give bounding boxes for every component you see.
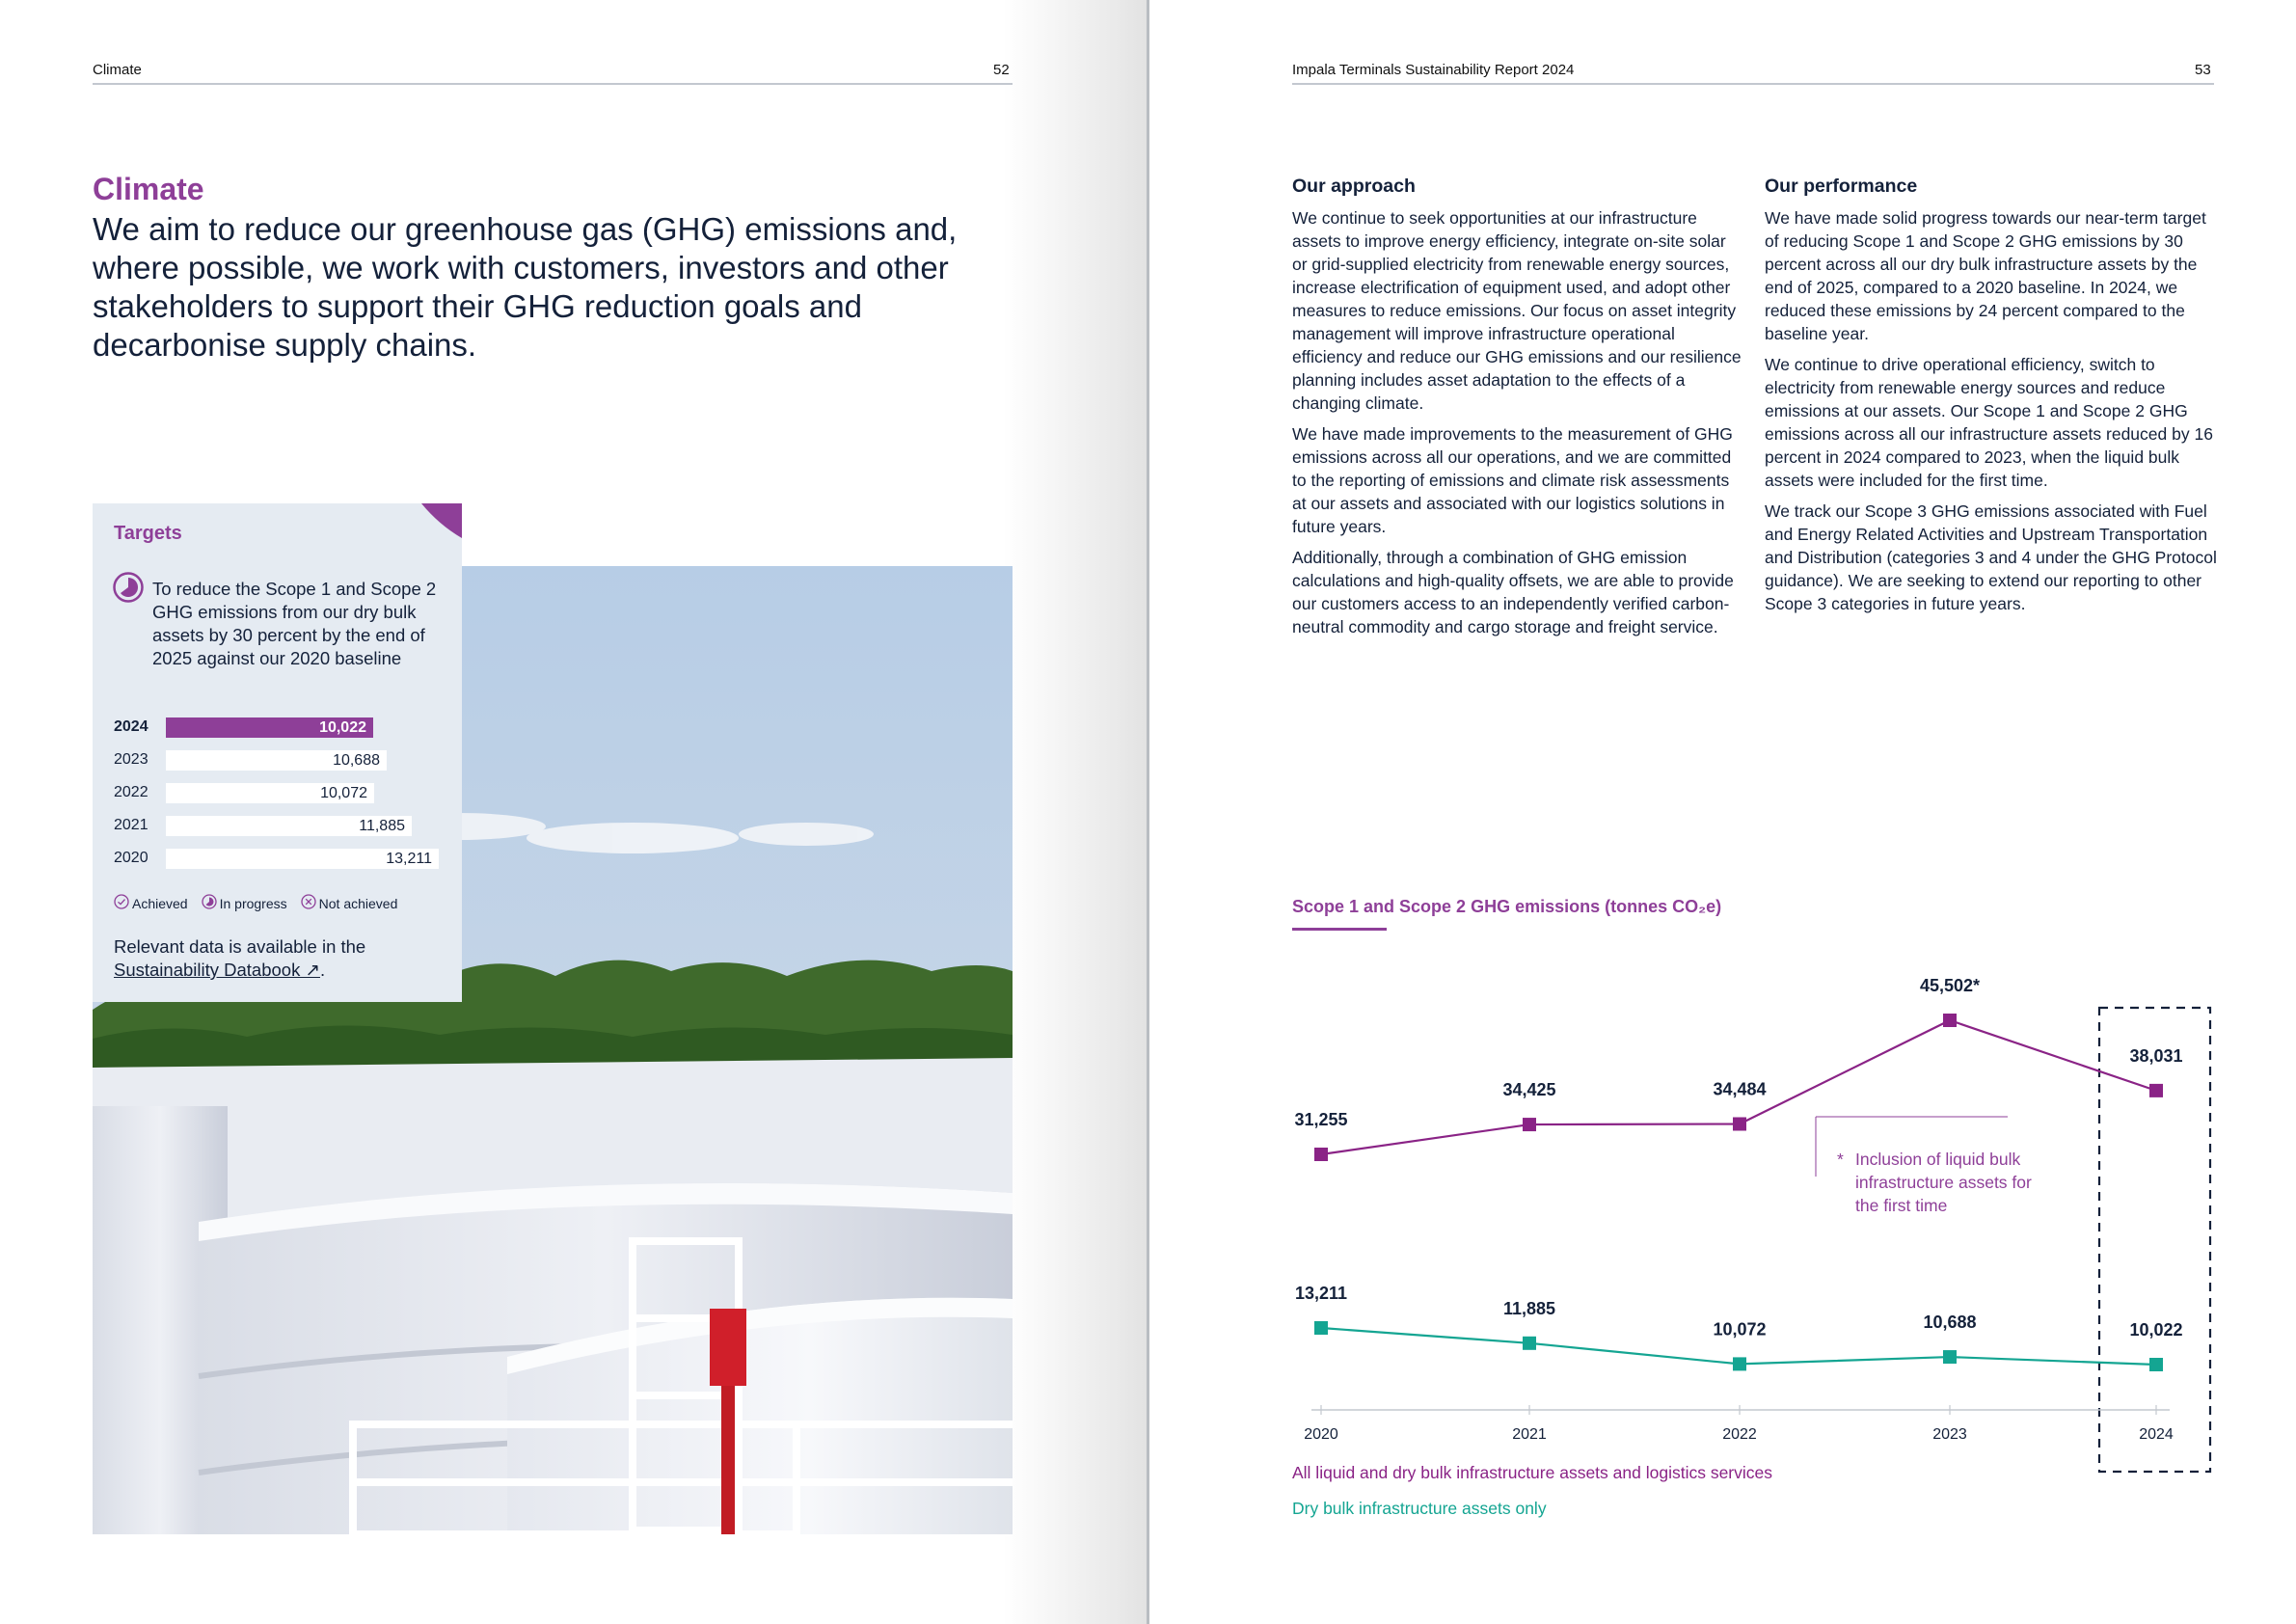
- databook-note: [114, 935, 442, 982]
- dry-bulk-series-data-label: 13,211: [1294, 1284, 1348, 1303]
- target-bar-year: 2023: [114, 751, 149, 768]
- dry-bulk-series-data-label: 11,885: [1502, 1298, 1556, 1318]
- emissions-line-chart: [1283, 955, 2247, 1533]
- all-assets-series-marker: [1943, 1014, 1957, 1027]
- chart-title-underline: [1292, 928, 1387, 931]
- all-assets-series-data-label: 34,425: [1502, 1080, 1556, 1100]
- x-tick-label: 2021: [1512, 1426, 1547, 1443]
- right-header-report-title: Impala Terminals Sustainability Report 2024: [1292, 62, 1575, 78]
- x-tick-label: 2024: [2139, 1426, 2174, 1443]
- x-tick-label: 2020: [1304, 1426, 1338, 1443]
- dry-bulk-series-marker: [2149, 1358, 2163, 1371]
- all-assets-series-marker: [1523, 1118, 1536, 1131]
- target-bar: 10,688: [166, 750, 387, 771]
- approach-paragraph: Additionally, through a combination of GHG emission calculations and high-quality offsets, we are able to provide our customers access to an independently verified carbon-neutral commodity and cargo storage and freight service.: [1292, 548, 1734, 636]
- dry-bulk-series-marker: [1733, 1357, 1746, 1370]
- all-assets-series-data-label: 34,484: [1713, 1079, 1767, 1099]
- page-gutter-shadow: [1003, 0, 1148, 1624]
- left-header-section: Climate: [93, 62, 142, 78]
- databook-note-suffix: .: [319, 960, 326, 980]
- target-bar-year: 2021: [114, 817, 149, 833]
- all-assets-series-marker: [1314, 1148, 1328, 1161]
- dry-bulk-series-marker: [1943, 1350, 1957, 1364]
- x-tick-label: 2022: [1722, 1426, 1757, 1443]
- dry-bulk-series-data-label: 10,022: [2129, 1320, 2183, 1340]
- annotation-text-line: Inclusion of liquid bulk: [1855, 1150, 2021, 1169]
- annotation-text-line: infrastructure assets for: [1855, 1173, 2032, 1192]
- right-header-rule: [1292, 83, 2214, 85]
- target-bar-row: [114, 816, 451, 837]
- left-page-number: 52: [993, 62, 1010, 78]
- dry-bulk-series-marker: [1523, 1337, 1536, 1350]
- our-performance-body: [1765, 206, 2218, 623]
- target-bar: 11,885: [166, 816, 412, 836]
- performance-paragraph: We track our Scope 3 GHG emissions associated with Fuel and Energy Related Activities and Upstream Transportation and Distribution (categories 3 and 4 under the GHG Protocol guidance). We are seeking to extend our reporting to other Scope 3 categories in future years.: [1765, 501, 2217, 613]
- target-bar: 10,072: [166, 783, 374, 803]
- approach-paragraph: We continue to seek opportunities at our infrastructure assets to improve energy efficiency, integrate on-site solar or grid-supplied electricity from renewable energy sources, increase electrification of equipment used, and adopt other measures to reduce emissions. Our focus on asset integrity management will improve infrastructure operational efficiency and reduce our GHG emissions and our resilience planning includes asset adaptation to the effects of a changing climate.: [1292, 208, 1742, 413]
- target-bar-row: [114, 783, 451, 804]
- legend-achieved: [114, 894, 188, 912]
- legend-achieved-label: Achieved: [132, 895, 188, 911]
- target-bar-year: 2022: [114, 784, 149, 800]
- our-approach-body: [1292, 206, 1745, 646]
- annotation-text-line: the first time: [1855, 1196, 1948, 1215]
- in-progress-icon: [202, 894, 217, 912]
- dry-bulk-series-data-label: 10,072: [1713, 1319, 1767, 1340]
- annotation-asterisk: *: [1837, 1150, 1844, 1169]
- target-status-legend: [114, 894, 405, 912]
- legend-in-progress-label: In progress: [219, 895, 287, 911]
- in-progress-icon: [112, 571, 145, 609]
- legend-in-progress: [202, 894, 287, 912]
- x-tick-label: 2023: [1932, 1426, 1967, 1443]
- target-bar: 10,022: [166, 717, 373, 738]
- left-header-rule: [93, 83, 1013, 85]
- legend-all-assets: All liquid and dry bulk infrastructure assets and logistics services: [1292, 1463, 1772, 1482]
- legend-not-achieved: [301, 894, 398, 912]
- target-bar-row: [114, 849, 451, 870]
- target-bar-row: [114, 750, 451, 771]
- target-bar-year: 2020: [114, 850, 149, 866]
- page-gutter-line: [1147, 0, 1149, 1624]
- achieved-check-icon: [114, 894, 129, 912]
- legend-dry-bulk: Dry bulk infrastructure assets only: [1292, 1499, 1547, 1518]
- legend-not-achieved-label: Not achieved: [318, 895, 398, 911]
- target-description: To reduce the Scope 1 and Scope 2 GHG emissions from our dry bulk assets by 30 percent by the end of 2025 against our 2020 baseline: [152, 579, 437, 668]
- intro-statement: We aim to reduce our greenhouse gas (GHG) emissions and, where possible, we work with customers, investors and other stakeholders to support their GHG reduction goals and decarbonise supply chains.: [93, 211, 958, 363]
- performance-paragraph: We continue to drive operational efficiency, switch to electricity from renewable energy sources and reduce emissions at our assets. Our Scope 1 and Scope 2 GHG emissions across all our infrastructure assets reduced by 16 percent in 2024 compared to 2023, when the liquid bulk assets were included for the first time.: [1765, 355, 2213, 490]
- targets-panel: [93, 503, 462, 1002]
- targets-title: Targets: [114, 523, 182, 544]
- our-performance-heading: Our performance: [1765, 176, 1918, 197]
- performance-paragraph: We have made solid progress towards our near-term target of reducing Scope 1 and Scope 2 GHG emissions by 30 percent across all our dry bulk infrastructure assets by the end of 2025, compared to a 2020 baseline. In 2024, we reduced these emissions by 24 percent compared to the baseline year.: [1765, 208, 2206, 343]
- sustainability-databook-link[interactable]: Sustainability Databook ↗: [114, 960, 320, 980]
- target-bar-year: 2024: [114, 718, 149, 735]
- all-assets-series-marker: [1733, 1117, 1746, 1130]
- not-achieved-x-icon: [301, 894, 316, 912]
- all-assets-series-marker: [2149, 1084, 2163, 1097]
- targets-corner-accent: [421, 503, 462, 538]
- all-assets-series-data-label: 31,255: [1294, 1110, 1348, 1129]
- all-assets-series-data-label: 45,502*: [1919, 976, 1981, 995]
- approach-paragraph: We have made improvements to the measurement of GHG emissions across all our operations, and we are committed to the reporting of emissions and climate risk assessments at our assets and associated with our logistics solutions in future years.: [1292, 424, 1733, 536]
- target-bar: 13,211: [166, 849, 439, 869]
- dry-bulk-series-marker: [1314, 1321, 1328, 1335]
- our-approach-heading: Our approach: [1292, 176, 1416, 197]
- databook-note-prefix: Relevant data is available in the: [114, 936, 366, 957]
- dry-bulk-series-data-label: 10,688: [1923, 1313, 1977, 1333]
- chart-title: Scope 1 and Scope 2 GHG emissions (tonnes CO₂e): [1292, 897, 1722, 916]
- right-page-number: 53: [2195, 62, 2211, 78]
- all-assets-series-data-label: 38,031: [2129, 1045, 2183, 1066]
- section-title: Climate: [93, 172, 204, 206]
- target-bar-row: [114, 717, 451, 739]
